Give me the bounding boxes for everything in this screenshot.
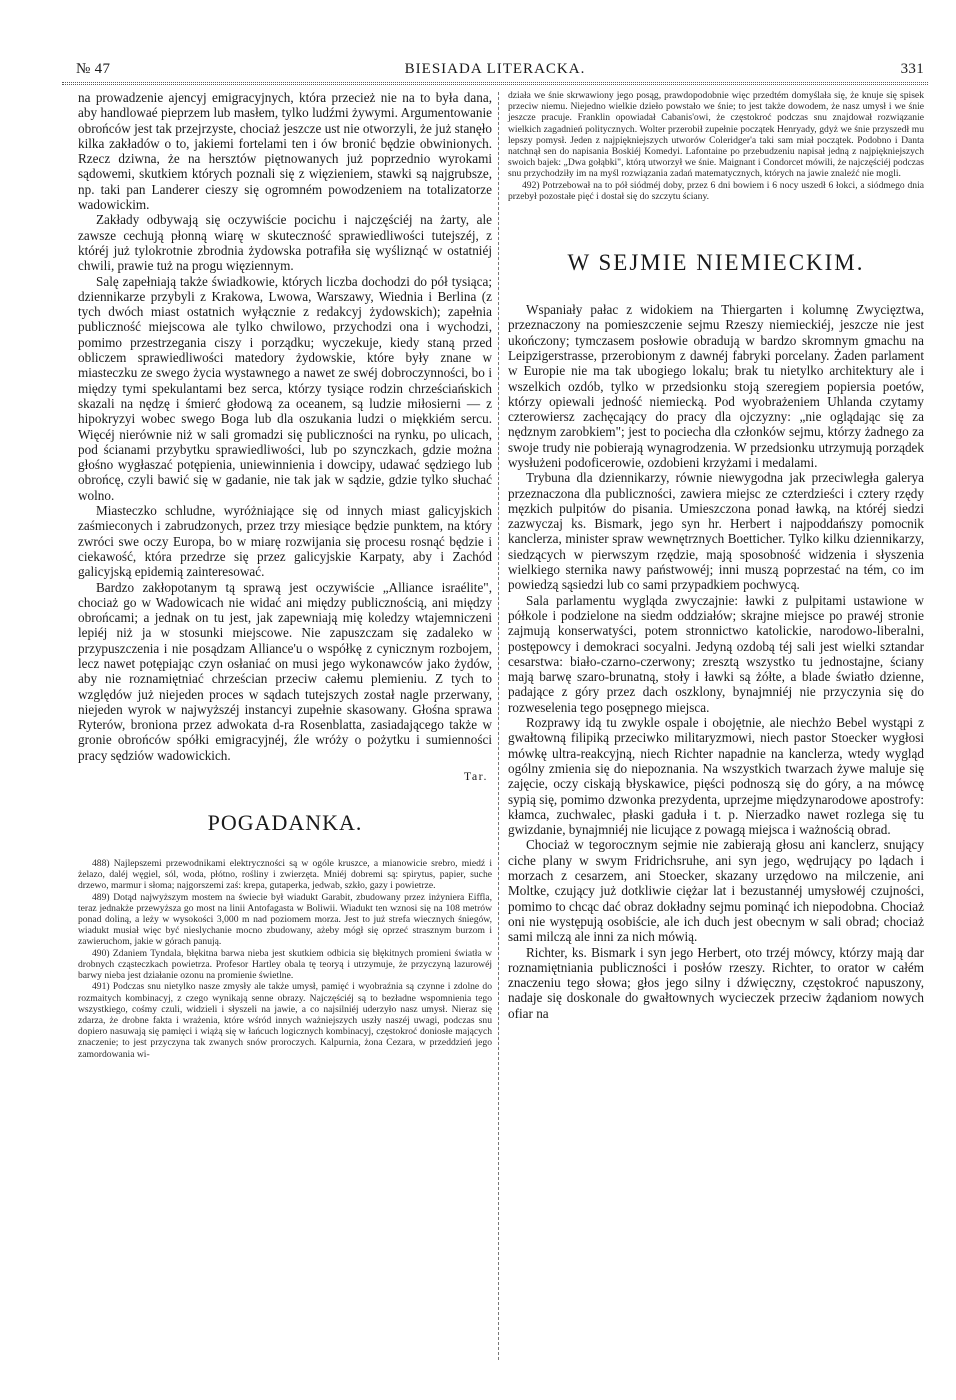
note-paragraph: 491) Podczas snu nietylko nasze zmysły ale także umysł, pamięć i wyobraźnia są czynne i zdolne do rozmaitych kombinacyj, z czego wynikają senne obrazy. Najczęściéj są to bezładne wspomnienia tego wszystkiego, cośmy czuli, widzieli i słyszeli na jawie, a co najsilniéj uderzyło nasz umysł. Nieraz się zdarza, że drobne fakta i wrażenia, które wśród innych ważniejszych uszły naszéj uwagi, podczas snu dopiero nasuwają się pamięci i wiążą się w łańcuch logicznych kombinacyj, częstokroć doniosłe mających znaczenie; to jest przyczyna tak zwanych snów proroczych. Kalpurnia, żona Cezara, w przeddzień jego zamordowania wi- [78,981,492,1060]
paragraph: Zakłady odbywają się oczywiście pocichu i najczęściéj na żarty, ale zawsze cechują płonną wiarę w skuteczność sprawiedliwości tutejszéj, z któréj już tylokrotnie zbrodnia żydowska potrafiła się wyśliznąć w ostatniéj chwili, prawie tuż na progu więziennym. [78,212,492,274]
paragraph: Rozprawy idą tu zwykle ospale i obojętnie, ale niechżo Bebel wystąpi z gwałtowną filipiką przeciwko militaryzmowi, niech pastor Stoecker wygłosi mówkę ultra-reakcyjną, niech Richter napadnie na kanclerza, wtedy wygląd ogólny zmienia się do niepoznania. Na wszystkich twarzach żywe maluje się zajęcie, oczy ciskają błyskawice, pięści podnoszą się do góry, a na mówcę sypią się, pomimo dzwonka prezydenta, uprzejme międzynarodowe apostrofy: kłamca, zuchwalec, płaski gaduła i t. p. Nierzadko nawet rozlega się tu gwizdanie, bynajmniéj nie licujące z powagą miejsca i ważnością obrad. [508,715,924,838]
note-paragraph: 492) Potrzebował na to pół siódméj doby, przez 6 dni bowiem i 6 nocy uszedł 6 łokci, a siódmego dnia przebył pozostałe pięć i dostał się do szczytu ściany. [508,179,924,202]
paragraph: na prowadzenie ajencyj emigracyjnych, która przecież nie na to była dana, aby handlowaé pieprzem lub masłem, tylko ludźmi żywymi. Argumentowanie obrońców jest tak przejrzyste, chociaż jeszcze ust nie otworzyli, że już stanęło kilka zakładów o to, jakiemi fortelami ten i ów bronić będzie obwinionych. Rzecz dziwna, że na hersztów piętnowanych już poprzednio wyrokami sądowemi, skutkiem których poznali się z więzieniem, stawki są najgrubsze, np. taki pan Landerer cieszy się ogromném powodzeniem na totalizatorze wadowickim. [78,90,492,213]
page-number: 331 [900,61,924,77]
paragraph: Trybuna dla dziennikarzy, równie niewygodna jak przeciwległa galerya przeznaczona dla publiczności, zawiera miejsc ze czterdzieści i cztery rzędy męzkich pulpitów do pisania. Umieszczona ponad ławką, na któréj siedzi zazwyczaj ks. Bismark, jego syn hr. Herbert i najpoddańszy pomocnik kanclerza, minister spraw wewnętrznych Boetticher. Tylko kilku dziennikarzy, siedzących w pierwszym rzędzie, mają sposobność widzenia i słyszenia wielkiego sternika nawy państwowéj; inni muszą poprzestać na tém, co im powiedzą sąsiedzi lub co sami przypadkiem pochwycą. [508,470,924,593]
author-signature: Tar. [463,769,488,784]
paragraph: Wspaniały pałac z widokiem na Thiergarten i kolumnę Zwycięztwa, przeznaczony na pomieszczenie sejmu Rzeszy niemieckiéj, jeszcze nie jest ukończony; tymczasem posłowie obradują w bardzo skromnym gmachu na Leipzigerstrasse, przerobionym z dawnéj fabryki porcelany. Żaden parlament w Europie nie ma tak ubogiego lokalu; brak tu nietylko architektury ale i wszelkich ozdób, tylko w przedsionku stoją szeregiem popiersia poetów, którzy opiewali jedność niemiecką. Pod wyobrażeniem Uhlanda czytamy czterowiersz zachęcający do pracy dla ojczyzny: „nie oglądając się za nędznym zarobkiem"; jest to pociecha dla członków sejmu, którzy żadnego za swoje trudy nie pobierają wynagrodzenia. W przedsionku utrzymują porządek wysłużeni podoficerowie, ozdobieni krzyżami i medalami. [508,302,924,470]
right-column [508,90,924,1021]
issue-number: № 47 [76,61,111,77]
note-paragraph: 490) Zdaniem Tyndala, błękitna barwa nieba jest skutkiem odbicia się błękitnych promieni światła w drobnych cząsteczkach powietrza. Profesor Hartley obala tę teoryą i utrzymuje, że przyczyną lazurowéj barwy nieba jest działanie ozonu na promienie świetlne. [78,947,492,982]
section-title-pogadanka: POGADANKA. [207,810,363,836]
newspaper-page [62,60,928,1380]
page-header [62,60,928,82]
left-article-body [78,90,492,763]
paragraph: Bardzo zakłopotanym tą sprawą jest oczywiście „Alliance israélite", chociaż go w Wadowicach nie widać ani między publicznością, ani między obrońcami; a jednak on tu jest, jak zapewniają mię koledzy wtajemniczeni lepiéj niż ja w stosunki miejscowe. Nie zapuszczam się zadaleko w przypuszczenia i nie posądzam Alliance'u o współkę z cynicznym rozbojem, lecz nawet potępiając czyn osłaniać on musi jego wykonawców jako żydów, aby nie roznamiętniać chrześcian przeciw całemu plemieniu. Z tych to względów już niejeden proces w sądach tutejszych został nagle przerwany, niejeden wyrok w najwyższéj instancyi zupełnie skasowany. Głośna sprawa Ryterów, broniona przez adwokata d-ra Rosenblatta, zasiadającego także w gronie obrońców spółki emigracyjnéj, źle wróży o pożytku i sumienności pracy sędziów wadowickich. [78,579,492,763]
note-paragraph: 488) Najlepszemi przewodnikami elektryczności są w ogóle kruszce, a mianowicie srebro, miedź i żelazo, daléj węgiel, sól, woda, płótno, rośliny i zwierzęta. Mniéj dobremi są: spirytus, papier, suche drzewo, marmur i słoma; najgorszemi zaś: krepa, gutaperka, jedwab, szkło, gazy i powietrze. [78,858,492,892]
paragraph: Sala parlamentu wygląda zwyczajnie: ławki z pulpitami ustawione w półkole i podzielone na siedm oddziałów; skrajne miejsce po prawéj stronie zajmują konserwatyści, potem stronnictwo katolickie, narodowo-liberalni, postępowcy i demokraci socyalni. Jedyną ozdobą téj sali jest wielki sztandar cesarstwa: biało-czarno-czerwony; zresztą wszystko tu jednostajne, ściany mają barwę szaro-brunatną, stoły i ławki są żółte, a blade światło dzienne, padające z góry przez dach oszklony, bynajmniéj nie przyczynia się do rozweselenia tego posępnego miejsca. [508,592,924,715]
note-paragraph: 489) Dotąd najwyższym mostem na świecie był wiadukt Garabit, zbudowany przez inżyniera Eiffla, teraz jednakże przewyższa go most na linii Antofagasta w Boliwii. Wiadukt ten wznosi się na 108 metrów ponad doliną, a leży w wysokości 3,000 m nad poziomem morza. Jest to już strefa wiecznych śniegów, wiadukt musiał więc być nieslychanie mocno zbudowany, ażeby mógł się oprzeć strasznym burzom i zawieruchom, jakie w górach panują. [78,891,492,948]
paragraph: Chociaż w tegorocznym sejmie nie zabierają głosu ani kanclerz, snujący ciche plany w swym Fridrichsruhe, ani syn jego, wędrujący po lądach i morzach z cesarzem, ani Stoecker, skazany urzędowo na milczenie, ani Moltke, czujący już dotkliwie ciężar lat i bezustannéj umysłowéj czujności, pomimo to chcąc dać obraz dokładny sejmu pominąć ich niepodobna. Chociaż oni nie występują osobiście, ale ich duch jest obecnym w sali obrad; chociaż sami milczą ale inni za nich mówią. [508,837,924,945]
header-rule [62,82,928,85]
pogadanka-notes-continued [508,90,924,202]
paragraph: Salę zapełniają także świadkowie, których liczba dochodzi do pół tysiąca; dziennikarze przybyli z Krakowa, Lwowa, Warszawy, Wiednia i Berlina (z tych dwóch miast ostatnich wyłącznie z redakcyj żydowskich); zapełnia publiczność miejscowa ale tylko chwilowo, przychodzi ona i wychodzi, pomimo przestrzegania ciszy i porządku; wyczekuje, kiedy staną przed obliczem sprawiedliwości matedory żydowskie, które były znane w miasteczku ze swego życia wystawnego a nawet ze swéj dobroczynności, bo i między tymi spekulantami bez serca, którzy tysiące rodzin chrześciańskich skazali na nędzę i śmierć głodową za oceanem, są ludzie miłosierni — z hipokryzyi wobec swego Boga lub dla oszukania ludzi o miękkiém sercu. Więcéj nierównie niż w sali gromadzi się publiczności na rynku, po ulicach, pod ścianami przybytku sprawiedliwości, lub po szynczkach, gdzie można głośno wygłaszać potępienia, uniewinnienia i dowcipy, udawać sędziego lub obrońcę, czyli bawić się w gadanie, nie tak jak w sądzie, gdzie tylko słuchać wolno. [78,273,492,503]
note-paragraph: działa we śnie skrwawiony jego posąg, prawdopodobnie więc przedtém domyślała się, że knuje się spisek przeciw niemu. Niejedno wielkie dzieło powstało we śnie; to jest także dowodem, że nasz umysł i we śnie jeszcze pracuje. Franklin opowiadał Cabanis'owi, że częstokroć podczas snu znajdował rozwiązanie wielkich zagadnień politycznych. Wolter przerobił zupełnie początek Henryady, gdyż we śnie przyszedł mu lepszy pomysł. Jeden z najpiękniejszych utworów Coleridger'a taki sam miał początek. Podobno i Danta natchnął sen do napisania Boskiéj Komedyi. Lafontaine po przebudzeniu napisał jedną z najpiękniejszych swoich bajek: „Dwa gołąbki", którą utworzył we śnie. Maignant i Condorcet mówili, że najczęściéj podczas snu przychodziły im na myśl rozwiązania zadań matematycznych, których na jawie znaleźć nie mogli. [508,90,924,180]
paragraph: Miasteczko schludne, wyróżniające się od innych miast galicyjskich zaśmieconych i zabrudzonych, przez trzy miesiące będzie punktem, na który zwróci swe oczy Europa, bo w miarę rozwijania się procesu rosnąć będzie i ciekawość, która przedrze się przez galicyjskie Karpaty, aby i Zachód galicyjską epidemią zainteresować. [78,503,492,580]
column-divider [498,92,499,1360]
magazine-title: BIESIADA LITERACKA. [404,61,586,77]
left-column [78,90,492,1060]
sejm-article-body [508,302,924,1021]
paragraph: Richter, ks. Bismark i syn jego Herbert, oto trzéj mówcy, którzy mają dar roznamiętniania publiczności i posłów rzeszy. Richter, to orator w całém znaczeniu tego słowa; głos jego silny i dźwięczny, częstokroć napuszony, nadaje się doskonale do gwałtownych wycieczek przeciw żądaniom nowych ofiar na [508,944,924,1021]
section-title-sejm: W SEJMIE NIEMIECKIM. [567,250,865,276]
pogadanka-notes [78,858,492,1060]
